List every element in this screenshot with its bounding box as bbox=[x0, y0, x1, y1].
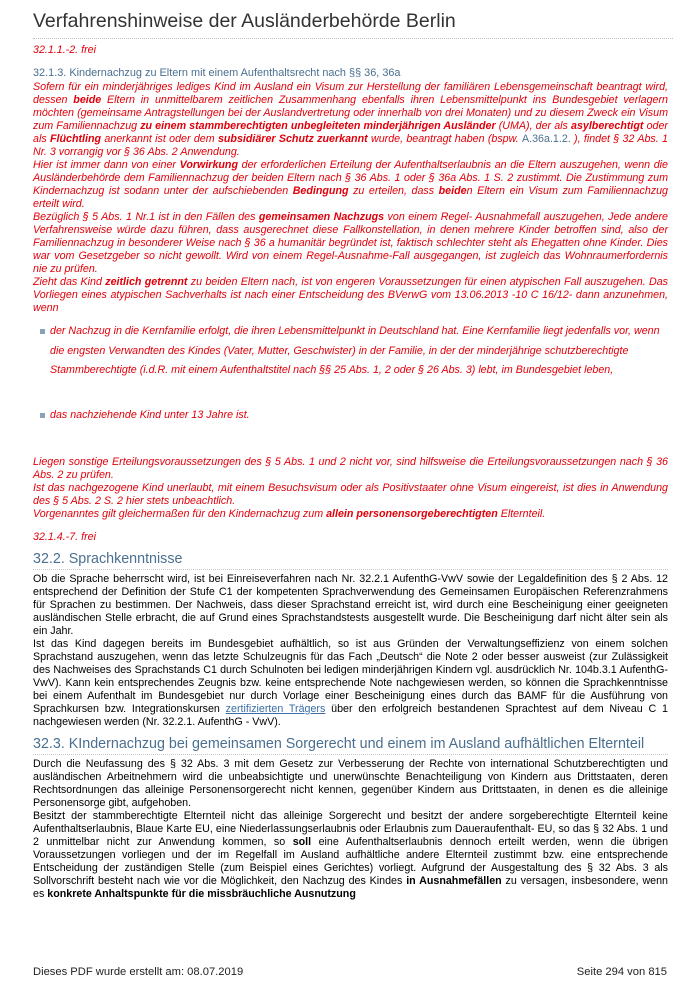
section-32-1-4-note: 32.1.4.-7. frei bbox=[33, 531, 96, 543]
paragraph-uma-nachzug: Sofern für ein minderjähriges lediges Kind im Ausland ein Visum zur Herstellung der familiären Lebensgemeinschaft beantragt wird, dessen beide Eltern in unmittelbarem zeitlichen Zusammenhang ebenfalls ihren Lebensmittelpunkt ins Bundesgebiet verlagern möchten (gemeinsame Antragstellungen bei der Auslandvertretung oder innerhalb von drei Monaten) und zu diesem Zweck ein Visum zum Familiennachzug zu einem stammberechtigten unbegleiteten minderjährigen Ausländer (UMA), der als asylberechtigt oder als Flüchtling anerkannt ist oder dem subsidiärer Schutz zuerkannt wurde, beantragt haben (bspw. A.36a.1.2. ), findet § 32 Abs. 1 Nr. 3 vorrangig vor § 36 Abs. 2 Anwendung. bbox=[33, 81, 668, 158]
paragraph-allein-sorgeberechtigt: Vorgenanntes gilt gleichermaßen für den Kindernachzug zum allein personensorgeberechtigten Elternteil. bbox=[33, 508, 546, 520]
creation-date: Dieses PDF wurde erstellt am: 08.07.2019 bbox=[33, 966, 244, 978]
page-title: Verfahrenshinweise der Ausländerbehörde Berlin bbox=[33, 10, 673, 39]
list-item: das nachziehende Kind unter 13 Jahre ist. bbox=[33, 406, 668, 426]
criteria-list bbox=[33, 322, 668, 425]
paragraph-schulzeugnis: Ist das Kind dagegen bereits im Bundesgebiet aufhältlich, so ist aus Gründen der Verwaltungseffizienz von einem solchen Sprachstand auszugehen, wenn das letzte Schulzeugnis für das Fach „Deutsch“ die Note 2 oder besser ausweist (zur Zulässigkeit des Nachweises des Sprachstands C1 durch Schulnoten bei ledigen minderjährigen Kindern vgl. ausdrücklich Nr. 104b.3.1 AufenthG-VwV). Kann kein entsprechendes Zeugnis bzw. keine entsprechende Note nachgewiesen werden, so können die Sprachkenntnisse bei einem Aufenthalt im Bundesgebiet nur durch Vorlage einer Bescheinigung eines durch das BAMF für die Ausführung von Sprachkursen bzw. Integrationskursen zertifizierten Trägers über den erfolgreich bestandenen Sprachtest auf dem Niveau C 1 nachgewiesen werden (Nr. 32.2.1. AufenthG - VwV). bbox=[33, 638, 668, 728]
square-bullet-icon bbox=[40, 413, 45, 418]
section-32-3-heading: 32.3. KIndernachzug bei gemeinsamen Sorgerecht und einem im Ausland aufhältlichen Elternteil bbox=[33, 735, 668, 755]
paragraph-unerlaubt-eingereist: Ist das nachgezogene Kind unerlaubt, mit einem Besuchsvisum oder als Positivstaater ohne Visum eingereist, ist dies in Anwendung des § 5 Abs. 2 S. 2 hier stets unbeachtlich. bbox=[33, 482, 668, 507]
paragraph-zeitlich-getrennt: Zieht das Kind zeitlich getrennt zu beiden Eltern nach, ist von engeren Voraussetzungen für einen atypischen Fall auszugehen. Das Vorliegen eines atypischen Sachverhalts ist nach einer Entscheidung des BVerwG vom 13.06.2013 -10 C 16/12- dann anzunehmen, wenn bbox=[33, 276, 668, 314]
zertifizierte-traeger-link[interactable]: zertifizierten Trägers bbox=[225, 703, 326, 715]
section-32-2-heading: 32.2. Sprachkenntnisse bbox=[33, 550, 668, 570]
reference-a36a-link[interactable]: A.36a.1.2. bbox=[522, 133, 571, 145]
square-bullet-icon bbox=[40, 329, 45, 334]
section-32-1-1-note: 32.1.1.-2. frei bbox=[33, 44, 96, 56]
list-item: der Nachzug in die Kernfamilie erfolgt, die ihren Lebensmittelpunkt in Deutschland hat. Eine Kernfamilie liegt jedenfalls vor, wenn die engsten Verwandten des Kindes (Vater, Mutter, Geschwister) in der Familie, in der der minderjährige schutzberechtigte Stammberechtigte (i.d.R. mit einem Aufenthaltstitel nach §§ 25 Abs. 1, 2 oder § 26 Abs. 3) lebt, im Bundesgebiet leben, bbox=[33, 322, 668, 381]
paragraph-neufassung: Durch die Neufassung des § 32 Abs. 3 mit dem Gesetz zur Verbesserung der Rechte von international Schutzberechtigten und ausländischen Arbeitnehmern wird die unbeabsichtigte und unerwünschte Benachteiligung von Kindern aus Drittstaaten, deren Rechtsordnungen das alleinige Personensorgerecht nicht kennen, gegenüber Kindern aus Drittstaaten, in denen es die alleinige Personensorge gibt, aufgehoben. bbox=[33, 758, 668, 809]
document-body bbox=[33, 44, 668, 901]
paragraph-regel-ausnahmefall: Bezüglich § 5 Abs. 1 Nr.1 ist in den Fällen des gemeinsamen Nachzugs von einem Regel- Ausnahmefall auszugehen, Jede andere Verfahrensweise würde dazu führen, dass ausgerechnet diese Fallkonstellation, in denen mehrere Kinder betroffen sind, also der Familiennachzug in besonderer Weise nach § 36 a humanitär begründet ist, faktisch schlechter steht als Ehegatten ohne Kinder. Dies war vom Gesetzgeber so nicht gewollt. Wird von einem Regel-Ausnahme-Fall ausgegangen, ist zugleich das Wohnraumerfordernis nie zu prüfen. bbox=[33, 211, 668, 275]
paragraph-vorwirkung: Hier ist immer dann von einer Vorwirkung der erforderlichen Erteilung der Aufenthaltserlaubnis an die Eltern auszugehen, wenn die Ausländerbehörde dem Familiennachzug der beiden Eltern nach § 36 Abs. 1 oder § 36a Abs. 1 S. 2 zustimmt. Die Zustimmung zum Kindernachzug ist sodann unter der aufschiebenden Bedingung zu erteilen, dass beiden Eltern ein Visum zum Familiennachzug erteilt wird. bbox=[33, 159, 668, 210]
paragraph-sorgerecht: Besitzt der stammberechtigte Elternteil nicht das alleinige Sorgerecht und besitzt der andere sorgeberechtigte Elternteil keine Aufenthaltserlaubnis, Blaue Karte EU, eine Niederlassungserlaubnis oder Erlaubnis zum Daueraufenthalt- EU, so das § 32 Abs. 1 und 2 unmittelbar nicht zur Anwendung kommen, so soll eine Aufenthaltserlaubnis dennoch erteilt werden, wenn die übrigen Voraussetzungen vorliegen und der im Regelfall im Ausland aufhältliche andere Elternteil zustimmt bzw. eine entsprechende Entscheidung der zuständigen Stelle (zum Beispiel eines Gerichtes) vorliegt. Aufgrund der Ausgestaltung des § 32 Abs. 3 als Sollvorschrift besteht nach wie vor die Möglichkeit, den Nachzug des Kindes in Ausnahmefällen zu versagen, insbesondere, wenn es konkrete Anhaltspunkte für die missbräuchliche Ausnutzung bbox=[33, 810, 669, 900]
paragraph-hilfsweise: Liegen sonstige Erteilungsvoraussetzungen des § 5 Abs. 1 und 2 nicht vor, sind hilfsweise die Erteilungsvoraussetzungen nach § 36 Abs. 2 zu prüfen. bbox=[33, 456, 668, 481]
page-footer bbox=[33, 966, 667, 978]
page-number: Seite 294 von 815 bbox=[576, 966, 667, 978]
section-32-1-3-heading: 32.1.3. Kindernachzug zu Eltern mit einem Aufenthaltsrecht nach §§ 36, 36a bbox=[33, 67, 401, 79]
paragraph-sprachnachweis: Ob die Sprache beherrscht wird, ist bei Einreiseverfahren nach Nr. 32.2.1 AufenthG-VwV sowie der Legaldefinition des § 2 Abs. 12 entsprechend der Definition der Stufe C1 der kompetenten Sprachverwendung des Gemeinsamen Europäischen Referenzrahmens für Sprachen zu bestimmen. Der Nachweis, dass dieser Sprachstand erreicht ist, wird durch eine Bescheinigung einer geeigneten ausländischen Stelle erbracht, die auf Grund eines Sprachstandstests ausgestellt wurde. Die Bescheinigung darf nicht älter sein als ein Jahr. bbox=[33, 573, 668, 637]
